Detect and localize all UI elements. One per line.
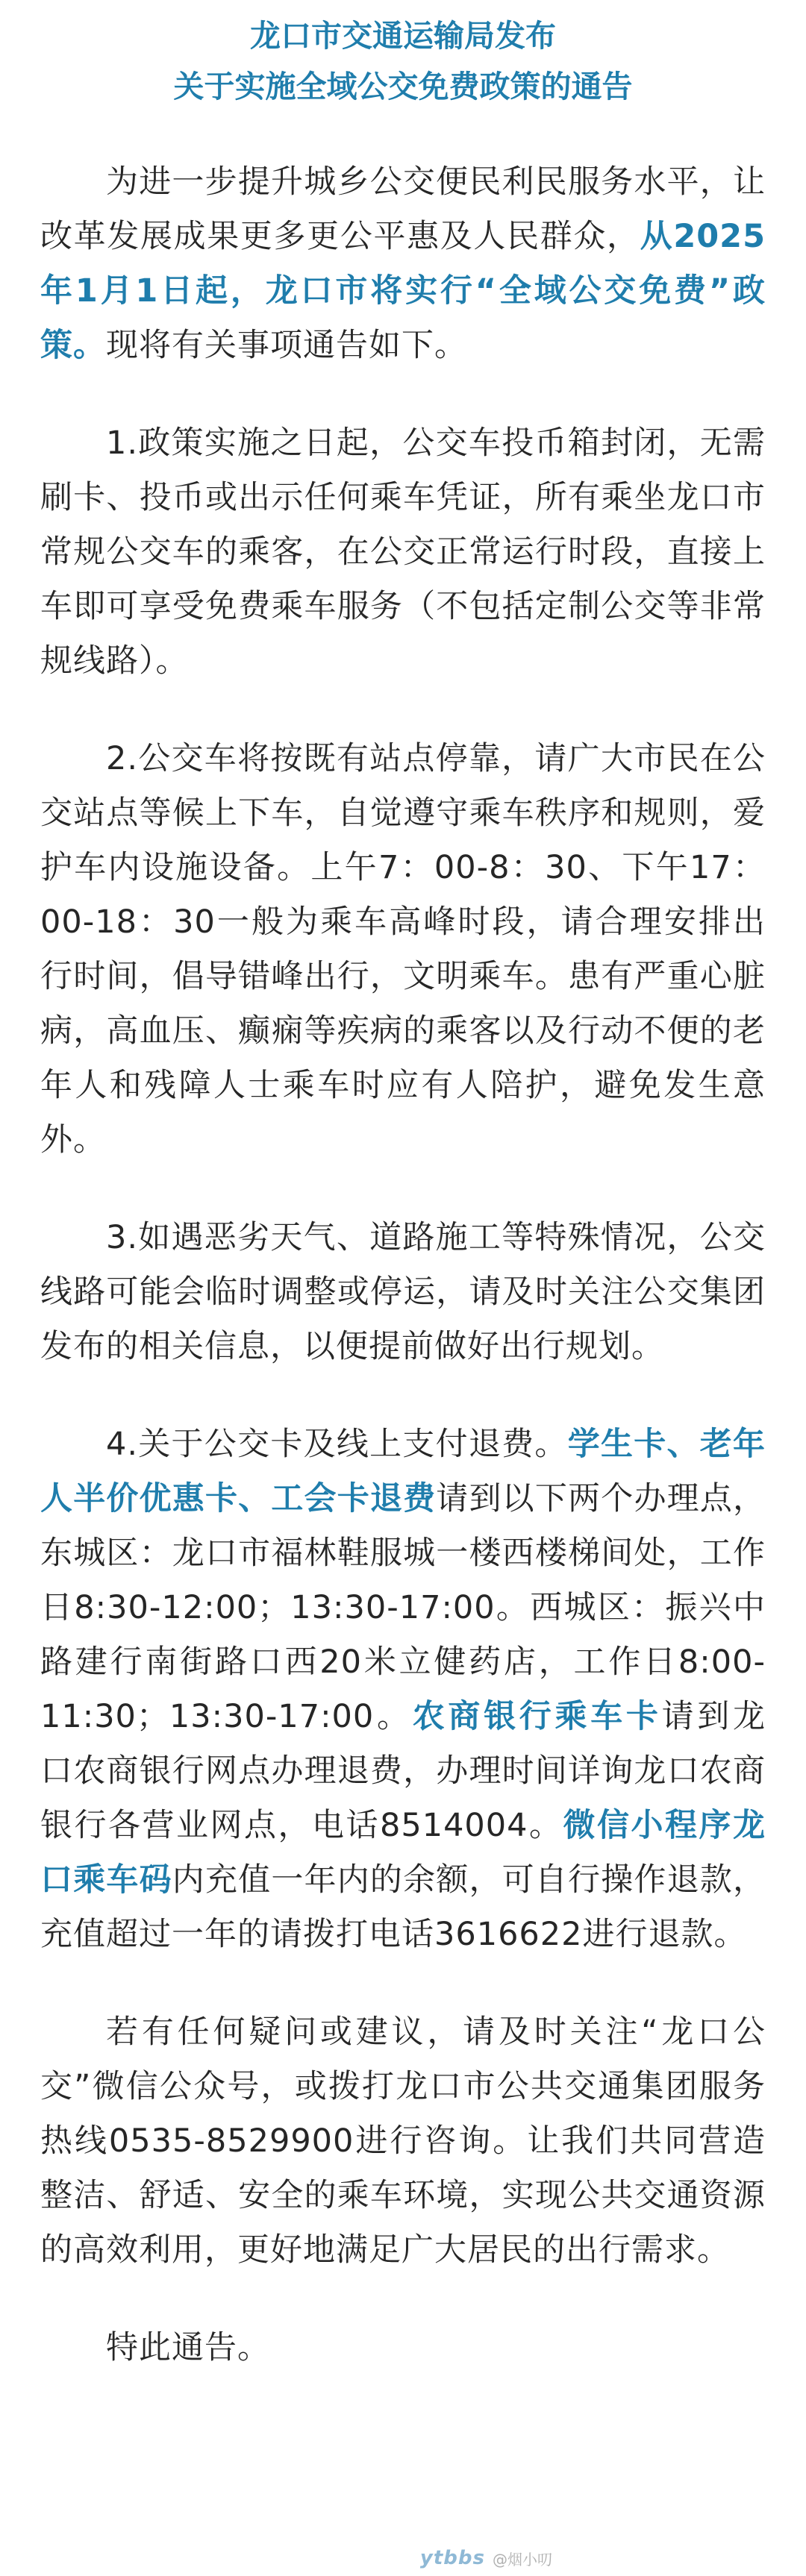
item-4-text-2: 请到以下两个办理点，东城区：龙口市福林鞋服城一楼西楼梯间处，工作日8:30-12:00；13:30-17:00。西城区：振兴中路建行南街路口西20米立健药店，工作日8:00-11:30；13:30-17:00。 (40, 1480, 766, 1735)
intro-text: 为进一步提升城乡公交便民利民服务水平，让改革发展成果更多更公平惠及人民群众， (40, 163, 766, 255)
title-line-2: 关于实施全域公交免费政策的通告 (173, 69, 633, 104)
intro-text-end: 现将有关事项通告如下。 (106, 327, 467, 364)
item-4-highlight-2: 农商银行乘车卡 (412, 1698, 662, 1735)
item-2-paragraph: 2.公交车将按既有站点停靠，请广大市民在公交站点等候上下车，自觉遵守乘车秩序和规则，爱护车内设施设备。上午7：00-8：30、下午17：00-18：30一般为乘车高峰时段，请合理安排出行时间，倡导错峰出行，文明乘车。患有严重心脏病，高血压、癫痫等疾病的乘客以及行动不便的老年人和残障人士乘车时应有人陪护，避免发生意外。 (40, 740, 766, 1159)
closing-paragraph: 若有任何疑问或建议，请及时关注“龙口公交”微信公众号，或拨打龙口市公共交通集团服务热线0535-8529900进行咨询。让我们共同营造整洁、舒适、安全的乘车环境，实现公共交通资源的高效利用，更好地满足广大居民的出行需求。 (40, 2014, 766, 2269)
item-4-highlight-3: 微信小程序龙口乘车码 (40, 1807, 766, 1899)
watermark-user: @烟小叨 (493, 2550, 552, 2569)
item-1-paragraph: 1.政策实施之日起，公交车投币箱封闭，无需刷卡、投币或出示任何乘车凭证，所有乘坐龙口市常规公交车的乘客，在公交正常运行时段，直接上车即可享受免费乘车服务（不包括定制公交等非常规线路）。 (40, 424, 766, 680)
intro-paragraph (0, 155, 806, 373)
watermark (420, 2545, 552, 2572)
item-4-text-3: 请到龙口农商银行网点办理退费，办理时间详询龙口农商银行各营业网点，电话8514004。 (40, 1698, 766, 1844)
item-3-paragraph: 3.如遇恶劣天气、道路施工等特殊情况，公交线路可能会临时调整或停运，请及时关注公交集团发布的相关信息，以便提前做好出行规划。 (40, 1219, 766, 1365)
item-4-text-4: 内充值一年内的余额，可自行操作退款，充值超过一年的请拨打电话3616622进行退款。 (40, 1861, 766, 1953)
item-4-paragraph (0, 1417, 806, 1962)
signoff-line: 特此通告。 (106, 2329, 270, 2366)
watermark-logo: ytbbs (419, 2547, 485, 2569)
item-4-highlight-1: 学生卡、老年人半价优惠卡、工会卡退费 (40, 1426, 766, 1517)
title-line-1: 龙口市交通运输局发布 (250, 18, 556, 54)
item-4-text-1: 4.关于公交卡及线上支付退费。 (106, 1426, 568, 1463)
intro-highlight: 从2025年1月1日起，龙口市将实行“全域公交免费”政策。 (40, 218, 766, 364)
